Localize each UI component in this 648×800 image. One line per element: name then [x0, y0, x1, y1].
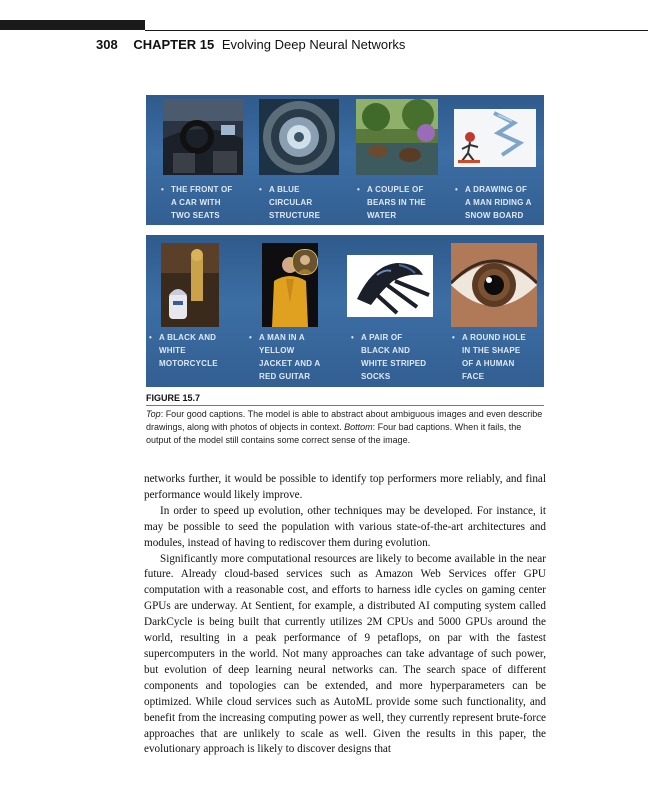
caption-eye: [452, 331, 526, 383]
caption-line: BLACK AND: [361, 346, 411, 355]
caption-line: WHITE STRIPED: [361, 359, 427, 368]
paragraph: In order to speed up evolution, other techniques may be developed. For instance, it may be possible to seed the population with various state-of-the-art architectures and modules, instead of having to rediscover them during evolution.: [144, 504, 546, 549]
bullet: •: [455, 185, 459, 194]
caption-line: A MAN RIDING A: [465, 198, 532, 207]
caption-bears: [357, 183, 426, 222]
body-text: [144, 472, 546, 758]
chapter-label: CHAPTER 15: [133, 37, 215, 52]
caption-circular: [259, 183, 321, 222]
caption-top-word: Top: [146, 409, 161, 419]
bullet: •: [149, 333, 153, 342]
caption-line: A ROUND HOLE: [462, 333, 526, 342]
caption-line: A PAIR OF: [361, 333, 403, 342]
caption-car: [161, 183, 233, 222]
caption-snowboard: [455, 183, 532, 222]
caption-line: A BLACK AND: [159, 333, 217, 342]
bullet: •: [259, 185, 263, 194]
caption-line: A MAN IN A: [259, 333, 305, 342]
bullet: •: [249, 333, 253, 342]
caption-line: CIRCULAR: [269, 198, 313, 207]
caption-line: YELLOW: [259, 346, 295, 355]
bullet: •: [452, 333, 456, 342]
paragraph: networks further, it would be possible to identify top performers more reliably, and final performance would likely improve.: [144, 473, 546, 501]
caption-alien: [351, 331, 427, 383]
caption-line: FACE: [462, 372, 485, 381]
caption-bottom-text: : Four bad captions. When it fails, the output of the model still contains some correct sense of the image.: [146, 422, 522, 445]
caption-line: JACKET AND A: [259, 359, 321, 368]
car-interior-image: [163, 99, 243, 175]
caption-line: SOCKS: [361, 372, 391, 381]
figure-rule: [146, 405, 544, 406]
eye-closeup-image: [451, 243, 537, 327]
caption-line: A CAR WITH: [171, 198, 221, 207]
alien-drawing-image: [347, 255, 433, 317]
figure-caption: [146, 408, 544, 447]
caption-line: MOTORCYCLE: [159, 359, 218, 368]
caption-line: RED GUITAR: [259, 372, 311, 381]
paragraph: Significantly more computational resources are likely to become available in the near future. Already cloud-based services such as Amazon Web Services offer GPU computation with a reasonable cost, and efforts to harness idle cycles on gaming center GPUs are underway. At Sentient, for example, a distributed AI computing system called DarkCycle is being built that currently utilizes 2M CPUs and 5000 GPUs around the world, resulting in a peak performance of 9 petaflops, on par with the fastest supercomputers in the world. Not many approaches can take advantage of such power, but evolution of deep learning neural networks can. The search space of different components and topologies can be extended, and more hyperparameters can be optimized. While cloud services such as AutoML provide some such functionality, and benefit from the increasing computing power as well, they currently represent brute-force approaches that are unlikely to scale as well. Given the results in this paper, the evolutionary approach is likely to discover designs that: [144, 552, 546, 756]
caption-line: A BLUE: [269, 185, 300, 194]
header-bar: [0, 20, 145, 30]
figure-bottom-panel: [146, 235, 544, 387]
caption-bottom-word: Bottom: [344, 422, 373, 432]
caption-line: SNOW BOARD: [465, 211, 524, 220]
caption-top-text: : Four good captions. The model is able to abstract about ambiguous images and even describe drawings, along with photos of objects in context.: [146, 409, 543, 432]
caption-line: WATER: [367, 211, 397, 220]
caption-line: A DRAWING OF: [465, 185, 528, 194]
page-number: 308: [96, 37, 118, 52]
caption-line: BEARS IN THE: [367, 198, 426, 207]
figure-top-panel: [146, 95, 544, 225]
caption-line: STRUCTURE: [269, 211, 321, 220]
caption-line: WHITE: [159, 346, 186, 355]
caption-robots: [149, 331, 218, 370]
snowboard-drawing-image: [454, 109, 536, 167]
caption-line: A COUPLE OF: [367, 185, 424, 194]
header-rule: [145, 30, 648, 31]
bullet: •: [357, 185, 361, 194]
bears-in-water-image: [356, 99, 438, 175]
bullet: •: [161, 185, 165, 194]
circular-structure-image: [259, 99, 339, 175]
running-header: [96, 37, 405, 52]
chapter-title: Evolving Deep Neural Networks: [221, 37, 406, 52]
caption-line: IN THE SHAPE: [462, 346, 521, 355]
bullet: •: [351, 333, 355, 342]
caption-line: THE FRONT OF: [171, 185, 233, 194]
caption-man: [249, 331, 321, 383]
robots-image: [161, 243, 219, 327]
caption-line: TWO SEATS: [171, 211, 220, 220]
caption-line: OF A HUMAN: [462, 359, 515, 368]
inset-face-image: [292, 249, 318, 275]
figure-label: FIGURE 15.7: [146, 393, 201, 403]
